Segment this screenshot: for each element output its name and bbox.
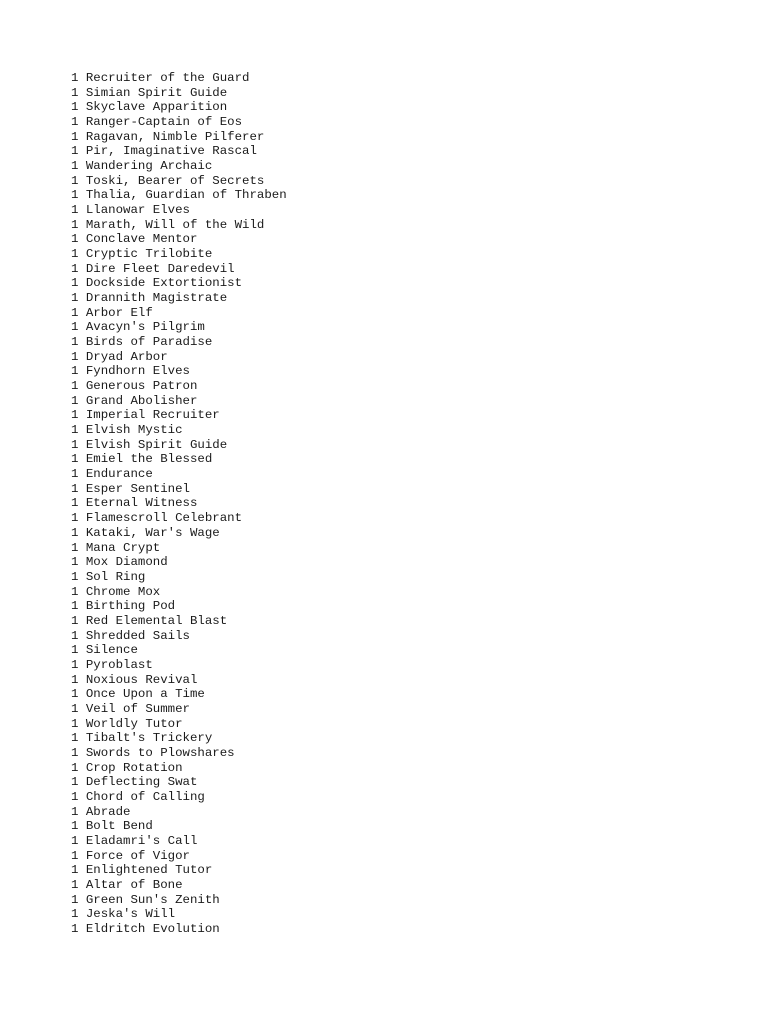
card-name: Dire Fleet Daredevil — [85, 261, 235, 276]
list-item — [71, 775, 751, 790]
list-item — [71, 100, 751, 115]
card-name: Grand Abolisher — [85, 393, 198, 408]
card-name: Bolt Bend — [85, 819, 153, 834]
card-quantity: 1 — [71, 71, 79, 85]
list-item — [71, 306, 751, 321]
card-quantity: 1 — [71, 129, 79, 144]
card-quantity: 1 — [71, 159, 79, 174]
card-name: Avacyn's Pilgrim — [85, 320, 205, 335]
document-page — [71, 71, 751, 937]
card-quantity: 1 — [71, 525, 79, 540]
card-name: Elvish Spirit Guide — [85, 437, 228, 452]
list-item — [71, 262, 751, 277]
card-name: Esper Sentinel — [85, 481, 190, 496]
card-quantity: 1 — [71, 628, 79, 643]
list-item — [71, 907, 751, 922]
list-item — [71, 687, 751, 702]
list-item — [71, 174, 751, 189]
list-item — [71, 276, 751, 291]
list-item — [71, 541, 751, 556]
list-item — [71, 614, 751, 629]
list-item — [71, 379, 751, 394]
list-item — [71, 364, 751, 379]
card-quantity: 1 — [71, 437, 79, 452]
list-item — [71, 893, 751, 908]
card-quantity: 1 — [71, 672, 79, 687]
card-name: Eternal Witness — [85, 496, 198, 511]
card-quantity: 1 — [71, 217, 79, 232]
list-item — [71, 555, 751, 570]
card-quantity: 1 — [71, 921, 79, 936]
list-item — [71, 203, 751, 218]
list-item — [71, 511, 751, 526]
list-item — [71, 115, 751, 130]
card-name: Fyndhorn Elves — [85, 364, 190, 379]
card-quantity: 1 — [71, 349, 79, 364]
card-name: Altar of Bone — [85, 877, 183, 892]
card-quantity: 1 — [71, 188, 79, 203]
card-name: Sol Ring — [85, 569, 146, 584]
card-quantity: 1 — [71, 687, 79, 702]
card-quantity: 1 — [71, 716, 79, 731]
list-item — [71, 761, 751, 776]
list-item — [71, 232, 751, 247]
list-item — [71, 629, 751, 644]
card-name: Dryad Arbor — [85, 349, 168, 364]
list-item — [71, 599, 751, 614]
card-name: Pyroblast — [85, 657, 153, 672]
card-name: Mana Crypt — [85, 540, 161, 555]
card-quantity: 1 — [71, 335, 79, 350]
card-name: Elvish Mystic — [85, 423, 183, 438]
list-item — [71, 805, 751, 820]
card-name: Shredded Sails — [85, 628, 190, 643]
card-name: Eladamri's Call — [85, 833, 198, 848]
card-name: Jeska's Will — [85, 907, 176, 922]
list-item — [71, 218, 751, 233]
list-item — [71, 819, 751, 834]
list-item — [71, 863, 751, 878]
card-quantity: 1 — [71, 833, 79, 848]
list-item — [71, 658, 751, 673]
card-quantity: 1 — [71, 584, 79, 599]
card-quantity: 1 — [71, 848, 79, 863]
card-quantity: 1 — [71, 100, 79, 115]
card-name: Imperial Recruiter — [85, 408, 220, 423]
card-name: Birds of Paradise — [85, 335, 213, 350]
card-quantity: 1 — [71, 320, 79, 335]
card-quantity: 1 — [71, 804, 79, 819]
list-item — [71, 849, 751, 864]
list-item — [71, 86, 751, 101]
card-name: Ranger-Captain of Eos — [85, 115, 243, 130]
list-item — [71, 394, 751, 409]
card-name: Once Upon a Time — [85, 687, 205, 702]
card-name: Thalia, Guardian of Thraben — [85, 188, 287, 203]
card-quantity: 1 — [71, 115, 79, 130]
card-quantity: 1 — [71, 481, 79, 496]
list-item — [71, 144, 751, 159]
card-quantity: 1 — [71, 511, 79, 526]
card-quantity: 1 — [71, 85, 79, 100]
card-name: Skyclave Apparition — [85, 100, 228, 115]
card-name: Endurance — [85, 467, 153, 482]
card-name: Swords to Plowshares — [85, 745, 235, 760]
card-name: Worldly Tutor — [85, 716, 183, 731]
card-name: Generous Patron — [85, 379, 198, 394]
card-quantity: 1 — [71, 247, 79, 262]
card-name: Simian Spirit Guide — [85, 85, 228, 100]
card-name: Abrade — [85, 804, 131, 819]
list-item — [71, 408, 751, 423]
card-quantity: 1 — [71, 540, 79, 555]
card-quantity: 1 — [71, 613, 79, 628]
card-name: Chrome Mox — [85, 584, 161, 599]
list-item — [71, 247, 751, 262]
card-quantity: 1 — [71, 203, 79, 218]
list-item — [71, 320, 751, 335]
card-name: Birthing Pod — [85, 599, 176, 614]
card-quantity: 1 — [71, 379, 79, 394]
card-quantity: 1 — [71, 731, 79, 746]
card-quantity: 1 — [71, 657, 79, 672]
card-name: Conclave Mentor — [85, 232, 198, 247]
card-name: Wandering Archaic — [85, 159, 213, 174]
list-item — [71, 291, 751, 306]
card-quantity: 1 — [71, 745, 79, 760]
card-quantity: 1 — [71, 393, 79, 408]
list-item — [71, 159, 751, 174]
card-quantity: 1 — [71, 291, 79, 306]
card-name: Dockside Extortionist — [85, 276, 243, 291]
card-quantity: 1 — [71, 423, 79, 438]
card-name: Deflecting Swat — [85, 775, 198, 790]
card-quantity: 1 — [71, 643, 79, 658]
list-item — [71, 922, 751, 937]
card-quantity: 1 — [71, 276, 79, 291]
card-name: Red Elemental Blast — [85, 613, 228, 628]
card-quantity: 1 — [71, 701, 79, 716]
card-name: Enlightened Tutor — [85, 863, 213, 878]
card-quantity: 1 — [71, 863, 79, 878]
decklist — [71, 71, 751, 937]
card-name: Pir, Imaginative Rascal — [85, 144, 257, 159]
card-quantity: 1 — [71, 907, 79, 922]
list-item — [71, 790, 751, 805]
list-item — [71, 702, 751, 717]
card-name: Marath, Will of the Wild — [85, 217, 265, 232]
list-item — [71, 71, 751, 86]
list-item — [71, 834, 751, 849]
list-item — [71, 335, 751, 350]
card-quantity: 1 — [71, 467, 79, 482]
list-item — [71, 350, 751, 365]
card-quantity: 1 — [71, 261, 79, 276]
card-name: Crop Rotation — [85, 760, 183, 775]
card-name: Eldritch Evolution — [85, 921, 220, 936]
card-quantity: 1 — [71, 144, 79, 159]
list-item — [71, 467, 751, 482]
card-name: Drannith Magistrate — [85, 291, 228, 306]
list-item — [71, 526, 751, 541]
list-item — [71, 130, 751, 145]
card-quantity: 1 — [71, 452, 79, 467]
card-quantity: 1 — [71, 496, 79, 511]
card-name: Arbor Elf — [85, 305, 153, 320]
list-item — [71, 482, 751, 497]
card-name: Veil of Summer — [85, 701, 190, 716]
card-name: Chord of Calling — [85, 789, 205, 804]
card-name: Emiel the Blessed — [85, 452, 213, 467]
card-quantity: 1 — [71, 232, 79, 247]
card-name: Flamescroll Celebrant — [85, 511, 243, 526]
card-quantity: 1 — [71, 364, 79, 379]
list-item — [71, 643, 751, 658]
card-name: Cryptic Trilobite — [85, 247, 213, 262]
card-quantity: 1 — [71, 877, 79, 892]
card-quantity: 1 — [71, 789, 79, 804]
list-item — [71, 717, 751, 732]
list-item — [71, 878, 751, 893]
list-item — [71, 423, 751, 438]
card-quantity: 1 — [71, 555, 79, 570]
card-name: Llanowar Elves — [85, 203, 190, 218]
card-name: Mox Diamond — [85, 555, 168, 570]
list-item — [71, 496, 751, 511]
card-name: Tibalt's Trickery — [85, 731, 213, 746]
card-name: Recruiter of the Guard — [85, 71, 250, 85]
list-item — [71, 731, 751, 746]
card-quantity: 1 — [71, 775, 79, 790]
card-quantity: 1 — [71, 305, 79, 320]
card-name: Silence — [85, 643, 138, 658]
card-quantity: 1 — [71, 569, 79, 584]
list-item — [71, 673, 751, 688]
card-name: Green Sun's Zenith — [85, 892, 220, 907]
list-item — [71, 188, 751, 203]
card-quantity: 1 — [71, 892, 79, 907]
card-quantity: 1 — [71, 760, 79, 775]
list-item — [71, 438, 751, 453]
card-name: Kataki, War's Wage — [85, 525, 220, 540]
card-quantity: 1 — [71, 599, 79, 614]
card-name: Noxious Revival — [85, 672, 198, 687]
card-quantity: 1 — [71, 173, 79, 188]
list-item — [71, 570, 751, 585]
list-item — [71, 585, 751, 600]
list-item — [71, 746, 751, 761]
card-name: Force of Vigor — [85, 848, 190, 863]
list-item — [71, 452, 751, 467]
card-quantity: 1 — [71, 408, 79, 423]
card-name: Ragavan, Nimble Pilferer — [85, 129, 265, 144]
card-name: Toski, Bearer of Secrets — [85, 173, 265, 188]
card-quantity: 1 — [71, 819, 79, 834]
